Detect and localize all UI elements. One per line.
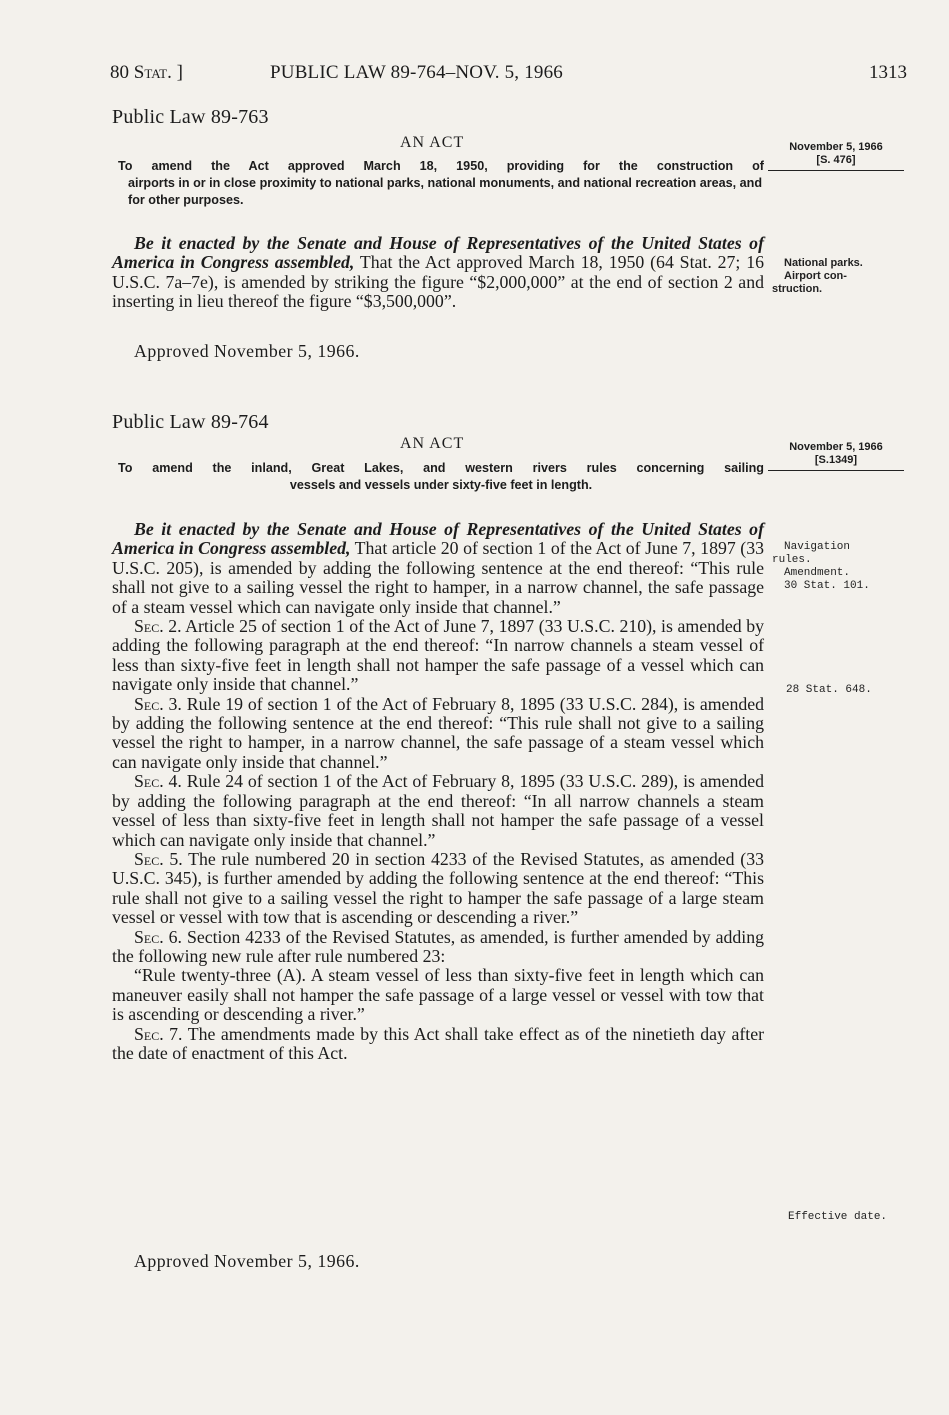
section-text: Section 4233 of the Revised Statutes, as amended, is further amended by adding the following new rule after rule numbered 23: <box>112 926 764 966</box>
section-label: Sec. 6. <box>134 926 182 947</box>
section-text: Article 25 of section 1 of the Act of June 7, 1897 (33 U.S.C. 210), is amended by adding the following paragraph at the end thereof: “In narrow channels a steam vessel of less than sixty-five feet in length shall not hamper the safe passage of a vessel which can navigate only inside that channel.” <box>112 616 765 695</box>
law1-margin-note-2: Airport con- <box>784 270 847 282</box>
header-left: 80 Stat. ] <box>110 62 183 83</box>
header-title: PUBLIC LAW 89-764–NOV. 5, 1966 <box>270 62 564 83</box>
law1-purpose-rest: airports in or in close proximity to national parks, national monuments, and national recreation areas, and for other purposes. <box>128 176 763 207</box>
law1-approved: Approved November 5, 1966. <box>134 341 360 361</box>
law1-text: That the Act approved March 18, 1950 (64 Stat. 27; 16 U.S.C. 7a–7e), is amended by striking the figure “$2,000,000” at the end of section 2 and inserting in lieu thereof the figure “$3,500,000”. <box>112 252 764 312</box>
section-text: Rule 19 of section 1 of the Act of February 8, 1895 (33 U.S.C. 284), is amended by adding the following sentence at the end thereof: “This rule shall not give to a sailing vessel the right to hamper, in a narrow channel, the safe passage of a steam vessel which can navigate only inside that channel.” <box>112 693 765 772</box>
law2-text: That article 20 of section 1 of the Act of June 7, 1897 (33 U.S.C. 205), is amended by adding the following sentence at the end thereof: “This rule shall not give to a sailing vessel the right to hamper, in a narrow channel, the safe passage of a steam vessel which can navigate only inside that channel.” <box>112 538 765 617</box>
law2-margin-date: November 5, 1966 <box>789 441 883 453</box>
section-text: The rule numbered 20 in section 4233 of the Revised Statutes, as amended (33 U.S.C. 345), is further amended by adding the following sentence at the end thereof: “This rule shall not give to a sailing vessel the right to hamper the safe passage of a large steam vessel or vessel with tow that is ascending or descending a river.” <box>112 848 764 928</box>
page-number: 1313 <box>869 62 907 83</box>
section-label: Sec. 4. <box>134 771 182 792</box>
margin-navigation-line: rules. <box>772 554 812 566</box>
law1-body <box>112 234 764 312</box>
law1-margin-rule <box>768 170 904 171</box>
law2-section <box>112 928 764 967</box>
section-text: The amendments made by this Act shall take effect as of the ninetieth day after the date of enactment of this Act. <box>112 1023 765 1063</box>
margin-navigation-line: Navigation <box>784 541 851 553</box>
law2-body <box>112 520 764 1063</box>
margin-navigation-line: 30 Stat. 101. <box>784 580 870 592</box>
law2-number: Public Law 89-764 <box>112 411 269 433</box>
section-label: Sec. 3. <box>134 693 182 714</box>
law2-margin-effective: Effective date. <box>788 1211 888 1223</box>
law2-section <box>112 617 764 695</box>
law1-enacting-clause: Be it enacted by the Senate and House of Representatives of the United States of America in Congress assembled, <box>112 233 764 273</box>
law2-section <box>112 850 764 928</box>
law2-margin-bill: [S.1349] <box>814 454 858 466</box>
law2-approved: Approved November 5, 1966. <box>134 1251 360 1271</box>
law2-purpose-line1: To amend the inland, Great Lakes, and western rivers rules concerning sailing <box>118 461 764 475</box>
volume-ref <box>110 62 183 84</box>
section-label: Sec. 5. <box>134 848 183 869</box>
law2-margin-stat: 28 Stat. 648. <box>786 684 872 696</box>
section-text: Rule 24 of section 1 of the Act of February 8, 1895 (33 U.S.C. 289), is amended by adding the following paragraph at the end thereof: “In all narrow channels a steam vessel of less than sixty-five feet in length shall not hamper the safe passage of a vessel which can navigate only inside that channel.” <box>112 771 765 850</box>
law2-section <box>112 695 764 773</box>
law2-margin-date-block <box>768 441 904 471</box>
law1-margin-date: November 5, 1966 <box>789 141 883 153</box>
law1-margin-note-1: National parks. <box>784 257 863 269</box>
law2-section <box>112 772 764 850</box>
law2-section <box>112 1025 764 1064</box>
law1-margin-note <box>772 257 863 296</box>
law2-margin-rule <box>768 470 904 471</box>
law2-purpose <box>118 460 764 494</box>
law1-margin-date-block <box>768 141 904 171</box>
law1-margin-note-3: struction. <box>772 283 823 295</box>
section-label: Sec. 7. <box>134 1023 183 1044</box>
law1-number: Public Law 89-763 <box>112 106 269 128</box>
law1-purpose-line1: To amend the Act approved March 18, 1950, providing for the construction of <box>118 159 764 173</box>
law2-margin-navigation <box>772 541 870 593</box>
margin-navigation-line: Amendment. <box>784 567 851 579</box>
law1-margin-bill: [S. 476] <box>816 154 856 166</box>
law2-act-heading: AN ACT <box>400 435 465 452</box>
law2-enacting-clause: Be it enacted by the Senate and House of Representatives of the United States of America in Congress assembled, <box>112 519 764 559</box>
law2-new-rule <box>112 966 764 1024</box>
law2-purpose-rest: vessels and vessels under sixty-five feet in length. <box>289 478 593 492</box>
section-label: Sec. 2. <box>134 616 182 637</box>
law1-act-heading: AN ACT <box>400 134 465 151</box>
law1-purpose <box>118 158 764 209</box>
section-text: “Rule twenty-three (A). A steam vessel of less than sixty-five feet in length which can maneuver easily shall not hamper the safe passage of a large vessel or vessel with tow that is ascending or descending a river.” <box>112 965 764 1025</box>
